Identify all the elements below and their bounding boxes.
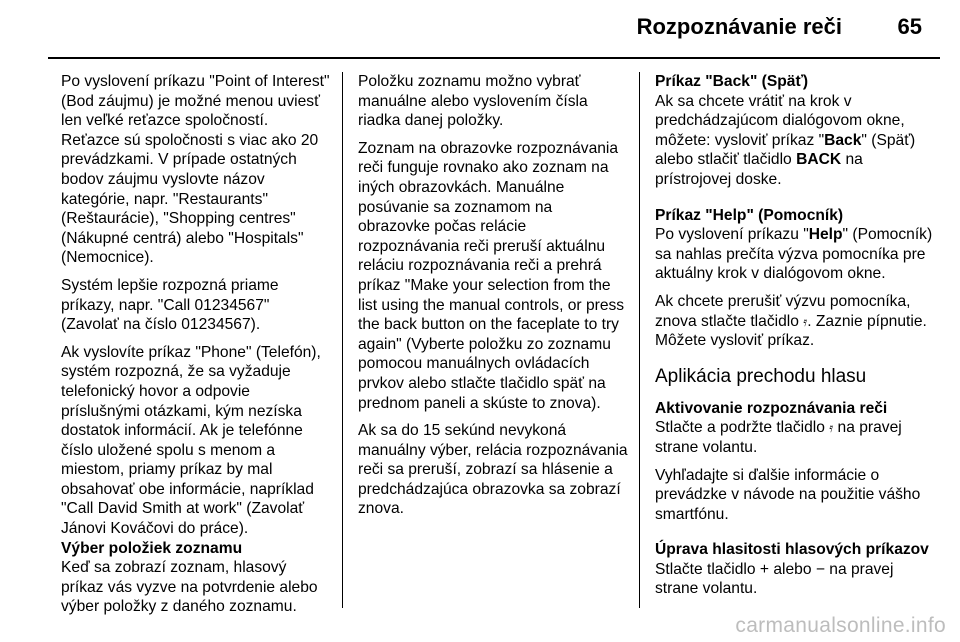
plus-icon: + — [759, 560, 769, 578]
minus-icon: − — [815, 560, 825, 578]
voice-command-icon: 𝄿 — [803, 313, 808, 329]
paragraph-volume: Stlačte tlačidlo + alebo − na pravej strane volantu. — [655, 560, 894, 598]
page-title: Rozpoznávanie reči — [636, 14, 842, 39]
page-header — [0, 0, 960, 62]
paragraph-smartphone-info: Vyhľadajte si ďalšie informácie o prevádzke v návode na použitie vášho smartfónu. — [655, 466, 921, 523]
header-divider — [48, 57, 940, 59]
column-divider-2 — [639, 72, 640, 608]
keyword-help: Help — [808, 226, 843, 244]
paragraph-phone: Ak vyslovíte príkaz "Phone" (Telefón), systém rozpozná, že sa vyžaduje telefonický hovor a odpovie príslušnými otázkami, kým nezíska dostatok informácií. Ak je telefónne číslo uložené spolu s menom a miestom, priamy príkaz by mal obsahovať obe informácie, napríklad "Call David Smith at work" (Zavolať Jánovi Kováčovi do práce). — [61, 343, 321, 538]
paragraph-list-manual: Položku zoznamu možno vybrať manuálne alebo vyslovením čísla riadka danej položky. — [358, 73, 588, 130]
column-2 — [358, 72, 628, 527]
column-3 — [655, 72, 940, 607]
paragraph-poi: Po vyslovení príkazu "Point of Interest" (Bod záujmu) je možné menou uviesť len veľké reťazce spoločností. Reťazce sú spoločnosti s viac ako 20 prevádzkami. V prípade ostatných bodov záujmu vyslovte názov kategórie, napr. "Restaurants" (Reštaurácie), "Shopping centres" (Nákupné centrá) alebo "Hospitals" (Nemocnice). — [61, 73, 330, 267]
paragraph-interrupt: Ak chcete prerušiť výzvu pomocníka, znova stlačte tlačidlo 𝄿. Zaznie pípnutie. Môžete vysloviť príkaz. — [655, 292, 927, 350]
voice-command-icon: 𝄿 — [829, 420, 834, 436]
paragraph-activate: Stlačte a podržte tlačidlo 𝄿 na pravej strane volantu. — [655, 419, 902, 456]
paragraph-timeout: Ak sa do 15 sekúnd nevykoná manuálny výber, relácia rozpoznávania reči sa preruší, zobrazí sa hlásenie a predchádzajúca obrazovka sa zobrazí znova. — [358, 422, 628, 518]
paragraph-back: Ak sa chcete vrátiť na krok v predchádzajúcom dialógovom okne, môžete: vysloviť príkaz "Back" (Späť) alebo stlačiť tlačidlo BACK na prístrojovej doske. — [655, 92, 916, 188]
heading-back-command: Príkaz "Back" (Späť) — [655, 73, 809, 90]
paragraph-list-prompt: Keď sa zobrazí zoznam, hlasový príkaz vás vyzve na potvrdenie alebo výber položky z daného zoznamu. — [61, 559, 318, 616]
keyword-back: Back — [824, 131, 862, 149]
heading-help-command: Príkaz "Help" (Pomocník) — [655, 206, 844, 224]
watermark: carmanualsonline.info — [735, 614, 946, 637]
paragraph-help: Po vyslovení príkazu "Help" (Pomocník) sa nahlas prečíta výzva pomocníka pre aktuálny krok v dialógovom okne. — [655, 226, 933, 283]
button-label-back: BACK — [796, 151, 842, 169]
paragraph-direct-commands: Systém lepšie rozpozná priame príkazy, napr. "Call 01234567" (Zavolať na číslo 01234567). — [61, 276, 279, 334]
column-1 — [61, 72, 331, 625]
heading-activate-recognition: Aktivovanie rozpoznávania reči — [655, 399, 888, 417]
column-divider-1 — [342, 72, 343, 608]
page-number: 65 — [897, 14, 922, 39]
section-heading-voice-passthrough: Aplikácia prechodu hlasu — [655, 365, 867, 387]
heading-volume: Úprava hlasitosti hlasových príkazov — [655, 541, 929, 559]
heading-list-selection: Výber položiek zoznamu — [61, 539, 243, 557]
paragraph-list-screen: Zoznam na obrazovke rozpoznávania reči funguje rovnako ako zoznam na iných obrazovkách. Manuálne posúvanie sa zoznamom na obrazovke počas relácie rozpoznávania reči preruší aktuálnu reláciu rozpoznávania reči a prehrá príkaz "Make your selection from the list using the manual controls, or press the back button on the faceplate to try again" (Vyberte položku zo zoznamu pomocou manuálnych ovládacích prvkov alebo stlačte tlačidlo späť na prednom paneli a skúste to znova). — [358, 139, 625, 412]
